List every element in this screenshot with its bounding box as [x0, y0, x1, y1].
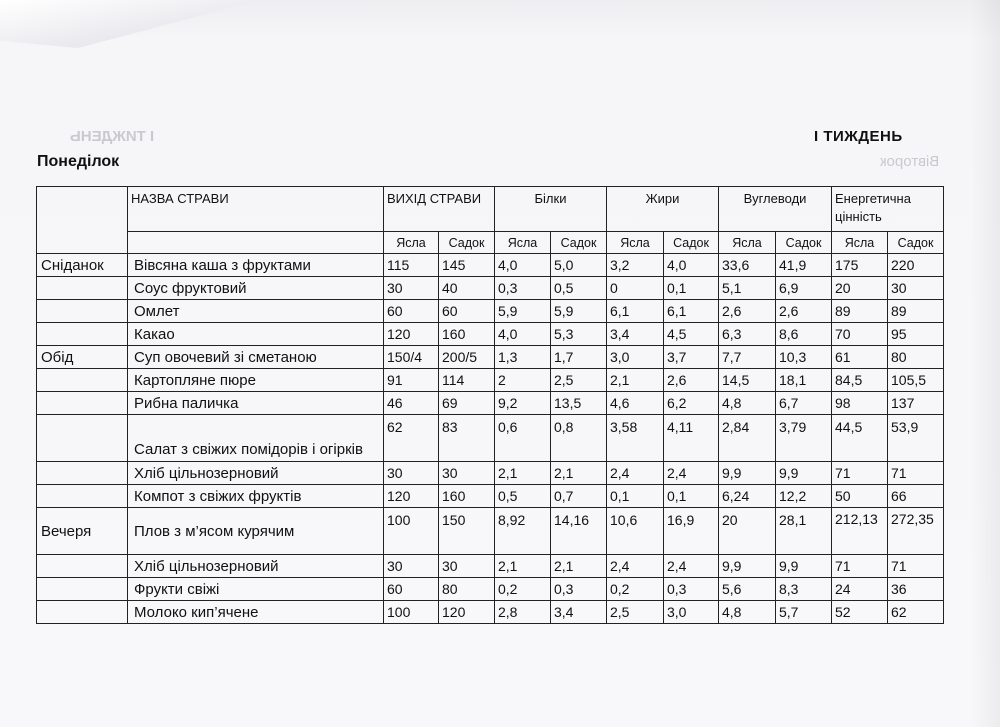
value-cell: 14,16 — [551, 508, 607, 555]
value-cell: 115 — [384, 254, 439, 277]
table-row — [37, 415, 944, 462]
value-cell: 71 — [888, 462, 944, 485]
value-cell: 6,1 — [664, 300, 719, 323]
value-cell: 0,1 — [664, 277, 719, 300]
table-row — [37, 485, 944, 508]
value-cell: 3,58 — [607, 415, 664, 462]
value-cell: 24 — [832, 578, 888, 601]
value-cell: 5,7 — [776, 601, 832, 624]
value-cell: 3,79 — [776, 415, 832, 462]
value-cell: 5,6 — [719, 578, 776, 601]
table-row — [37, 392, 944, 415]
meal-cell — [37, 300, 128, 323]
value-cell: 100 — [384, 508, 439, 555]
value-cell: 2,6 — [719, 300, 776, 323]
value-cell: 46 — [384, 392, 439, 415]
value-cell: 2,5 — [551, 369, 607, 392]
value-cell: 98 — [832, 392, 888, 415]
dish-name-cell: Вівсяна каша з фруктами — [128, 254, 384, 277]
value-cell: 28,1 — [776, 508, 832, 555]
value-cell: 8,92 — [495, 508, 551, 555]
meal-cell — [37, 392, 128, 415]
value-cell: 9,9 — [776, 462, 832, 485]
meal-cell — [37, 485, 128, 508]
value-cell: 8,3 — [776, 578, 832, 601]
value-cell: 200/5 — [439, 346, 495, 369]
value-cell: 0,3 — [551, 578, 607, 601]
bleed-through-day-text: Вівторок — [880, 153, 940, 170]
value-cell: 114 — [439, 369, 495, 392]
value-cell: 145 — [439, 254, 495, 277]
value-cell: 2,4 — [607, 462, 664, 485]
table-row — [37, 346, 944, 369]
value-cell: 6,1 — [607, 300, 664, 323]
value-cell: 36 — [888, 578, 944, 601]
value-cell: 2,1 — [551, 555, 607, 578]
bleed-through-week-text: І ТИЖДЕНЬ — [70, 128, 155, 145]
value-cell: 2,5 — [607, 601, 664, 624]
meal-cell — [37, 578, 128, 601]
day-heading: Понеділок — [37, 153, 120, 170]
value-cell: 120 — [384, 485, 439, 508]
meal-cell: Вечеря — [37, 508, 128, 555]
value-cell: 175 — [832, 254, 888, 277]
value-cell: 80 — [888, 346, 944, 369]
subheader-cell: Ясла — [495, 232, 551, 254]
table-row — [37, 462, 944, 485]
dish-name-cell: Хліб цільнозерновий — [128, 555, 384, 578]
value-cell: 3,2 — [607, 254, 664, 277]
value-cell: 2,1 — [495, 462, 551, 485]
value-cell: 2,8 — [495, 601, 551, 624]
dish-name-cell: Соус фруктовий — [128, 277, 384, 300]
proteins-header: Білки — [495, 187, 607, 232]
value-cell: 0,3 — [664, 578, 719, 601]
value-cell: 120 — [384, 323, 439, 346]
dish-name-cell: Суп овочевий зі сметаною — [128, 346, 384, 369]
value-cell: 83 — [439, 415, 495, 462]
dish-name-header: НАЗВА СТРАВИ — [128, 187, 384, 232]
value-cell: 9,9 — [719, 462, 776, 485]
value-cell: 89 — [832, 300, 888, 323]
subheader-row — [37, 232, 944, 254]
meal-cell — [37, 277, 128, 300]
value-cell: 52 — [832, 601, 888, 624]
value-cell: 4,0 — [495, 254, 551, 277]
table-row — [37, 300, 944, 323]
subheader-cell: Садок — [888, 232, 944, 254]
value-cell: 50 — [832, 485, 888, 508]
value-cell: 160 — [439, 485, 495, 508]
value-cell: 6,3 — [719, 323, 776, 346]
value-cell: 3,0 — [607, 346, 664, 369]
dish-name-cell: Салат з свіжих помідорів і огірків — [128, 415, 384, 462]
value-cell: 150 — [439, 508, 495, 555]
value-cell: 0,1 — [607, 485, 664, 508]
table-row — [37, 508, 944, 555]
subheader-cell: Садок — [776, 232, 832, 254]
energy-header: Енергетична цінність — [832, 187, 944, 232]
value-cell: 62 — [888, 601, 944, 624]
value-cell: 0,8 — [551, 415, 607, 462]
value-cell: 0,5 — [495, 485, 551, 508]
value-cell: 91 — [384, 369, 439, 392]
value-cell: 220 — [888, 254, 944, 277]
value-cell: 18,1 — [776, 369, 832, 392]
value-cell: 60 — [384, 300, 439, 323]
value-cell: 0,6 — [495, 415, 551, 462]
value-cell: 6,24 — [719, 485, 776, 508]
value-cell: 0,3 — [495, 277, 551, 300]
value-cell: 71 — [832, 555, 888, 578]
value-cell: 30 — [384, 555, 439, 578]
menu-table — [36, 186, 944, 624]
meal-cell: Сніданок — [37, 254, 128, 277]
value-cell: 4,8 — [719, 392, 776, 415]
value-cell: 84,5 — [832, 369, 888, 392]
value-cell: 5,1 — [719, 277, 776, 300]
dish-name-cell: Плов з м’ясом курячим — [128, 508, 384, 555]
value-cell: 272,35 — [888, 508, 944, 555]
meal-cell — [37, 415, 128, 462]
value-cell: 9,2 — [495, 392, 551, 415]
value-cell: 120 — [439, 601, 495, 624]
value-cell: 10,3 — [776, 346, 832, 369]
dish-subheader-empty — [128, 232, 384, 254]
value-cell: 2,84 — [719, 415, 776, 462]
menu-table-body — [37, 254, 944, 624]
value-cell: 100 — [384, 601, 439, 624]
value-cell: 4,5 — [664, 323, 719, 346]
value-cell: 150/4 — [384, 346, 439, 369]
meal-cell — [37, 462, 128, 485]
table-row — [37, 323, 944, 346]
week-heading: І ТИЖДЕНЬ — [814, 128, 903, 145]
value-cell: 9,9 — [776, 555, 832, 578]
value-cell: 53,9 — [888, 415, 944, 462]
meal-cell — [37, 323, 128, 346]
value-cell: 0,5 — [551, 277, 607, 300]
value-cell: 6,9 — [776, 277, 832, 300]
page-edge-shadow — [970, 0, 1000, 727]
subheader-cell: Садок — [664, 232, 719, 254]
value-cell: 6,2 — [664, 392, 719, 415]
value-cell: 2,1 — [551, 462, 607, 485]
value-cell: 105,5 — [888, 369, 944, 392]
value-cell: 2,4 — [664, 555, 719, 578]
value-cell: 89 — [888, 300, 944, 323]
meal-cell — [37, 369, 128, 392]
value-cell: 30 — [888, 277, 944, 300]
fats-header: Жири — [607, 187, 719, 232]
value-cell: 3,4 — [551, 601, 607, 624]
value-cell: 3,0 — [664, 601, 719, 624]
value-cell: 2,1 — [495, 555, 551, 578]
value-cell: 5,9 — [495, 300, 551, 323]
value-cell: 80 — [439, 578, 495, 601]
subheader-cell: Ясла — [607, 232, 664, 254]
value-cell: 60 — [384, 578, 439, 601]
value-cell: 0,1 — [664, 485, 719, 508]
value-cell: 160 — [439, 323, 495, 346]
value-cell: 0,2 — [495, 578, 551, 601]
value-cell: 95 — [888, 323, 944, 346]
value-cell: 30 — [384, 462, 439, 485]
value-cell: 2,4 — [664, 462, 719, 485]
table-row — [37, 601, 944, 624]
value-cell: 5,3 — [551, 323, 607, 346]
value-cell: 30 — [384, 277, 439, 300]
value-cell: 30 — [439, 462, 495, 485]
value-cell: 71 — [832, 462, 888, 485]
value-cell: 20 — [832, 277, 888, 300]
value-cell: 20 — [719, 508, 776, 555]
value-cell: 70 — [832, 323, 888, 346]
table-row — [37, 555, 944, 578]
dish-name-cell: Фрукти свіжі — [128, 578, 384, 601]
value-cell: 44,5 — [832, 415, 888, 462]
meal-cell — [37, 601, 128, 624]
meal-column-header — [37, 187, 128, 254]
value-cell: 2,6 — [776, 300, 832, 323]
value-cell: 137 — [888, 392, 944, 415]
value-cell: 2,4 — [607, 555, 664, 578]
header-row — [37, 187, 944, 232]
value-cell: 9,9 — [719, 555, 776, 578]
value-cell: 3,7 — [664, 346, 719, 369]
value-cell: 13,5 — [551, 392, 607, 415]
value-cell: 5,9 — [551, 300, 607, 323]
value-cell: 60 — [439, 300, 495, 323]
table-row — [37, 369, 944, 392]
value-cell: 30 — [439, 555, 495, 578]
value-cell: 1,7 — [551, 346, 607, 369]
dish-name-cell: Компот з свіжих фруктів — [128, 485, 384, 508]
value-cell: 7,7 — [719, 346, 776, 369]
table-row — [37, 254, 944, 277]
dish-name-cell: Рибна паличка — [128, 392, 384, 415]
subheader-cell: Ясла — [832, 232, 888, 254]
carbs-header: Вуглеводи — [719, 187, 832, 232]
dish-name-cell: Какао — [128, 323, 384, 346]
value-cell: 12,2 — [776, 485, 832, 508]
value-cell: 2,1 — [607, 369, 664, 392]
value-cell: 71 — [888, 555, 944, 578]
value-cell: 4,0 — [495, 323, 551, 346]
subheader-cell: Садок — [439, 232, 495, 254]
dish-name-cell: Омлет — [128, 300, 384, 323]
subheader-cell: Ясла — [384, 232, 439, 254]
value-cell: 10,6 — [607, 508, 664, 555]
value-cell: 41,9 — [776, 254, 832, 277]
value-cell: 14,5 — [719, 369, 776, 392]
value-cell: 40 — [439, 277, 495, 300]
value-cell: 16,9 — [664, 508, 719, 555]
subheader-cell: Ясла — [719, 232, 776, 254]
value-cell: 8,6 — [776, 323, 832, 346]
value-cell: 69 — [439, 392, 495, 415]
value-cell: 6,7 — [776, 392, 832, 415]
value-cell: 61 — [832, 346, 888, 369]
value-cell: 4,0 — [664, 254, 719, 277]
dish-name-cell: Молоко кип’ячене — [128, 601, 384, 624]
value-cell: 3,4 — [607, 323, 664, 346]
meal-cell: Обід — [37, 346, 128, 369]
value-cell: 66 — [888, 485, 944, 508]
value-cell: 4,6 — [607, 392, 664, 415]
value-cell: 0,7 — [551, 485, 607, 508]
value-cell: 62 — [384, 415, 439, 462]
value-cell: 2,6 — [664, 369, 719, 392]
value-cell: 0,2 — [607, 578, 664, 601]
value-cell: 1,3 — [495, 346, 551, 369]
value-cell: 2 — [495, 369, 551, 392]
value-cell: 5,0 — [551, 254, 607, 277]
value-cell: 0 — [607, 277, 664, 300]
dish-name-cell: Картопляне пюре — [128, 369, 384, 392]
value-cell: 33,6 — [719, 254, 776, 277]
value-cell: 4,11 — [664, 415, 719, 462]
value-cell: 212,13 — [832, 508, 888, 555]
table-row — [37, 277, 944, 300]
subheader-cell: Садок — [551, 232, 607, 254]
value-cell: 4,8 — [719, 601, 776, 624]
output-header: ВИХІД СТРАВИ — [384, 187, 495, 232]
table-row — [37, 578, 944, 601]
meal-cell — [37, 555, 128, 578]
folded-page-corner — [0, 0, 260, 48]
dish-name-cell: Хліб цільнозерновий — [128, 462, 384, 485]
